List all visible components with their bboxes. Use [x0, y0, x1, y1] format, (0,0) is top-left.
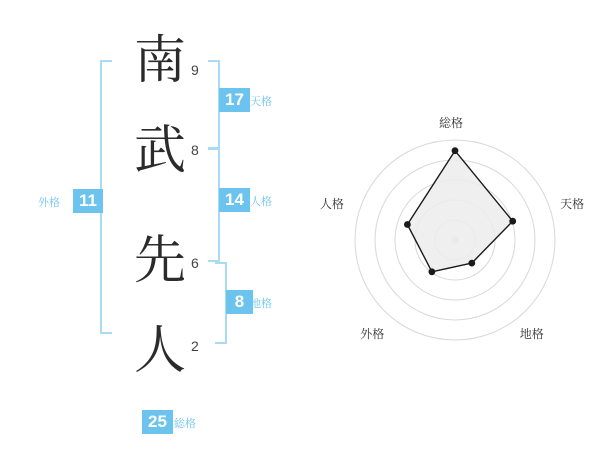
- stroke-count-3: 6: [191, 255, 199, 271]
- name-character-2: 武: [133, 121, 186, 181]
- soukaku-score-label: 総格: [174, 418, 196, 430]
- jinkaku-score-label: 人格: [250, 196, 272, 208]
- radar-axis-label-tenkaku: 天格: [560, 197, 585, 212]
- soukaku-score-badge: 25: [142, 410, 173, 434]
- name-character-4: 人: [133, 321, 186, 381]
- radar-chart: [310, 100, 600, 380]
- name-character-3: 先: [133, 231, 186, 291]
- radar-axis-label-jinkaku: 人格: [319, 197, 344, 212]
- radar-axis-label-chikaku: 地格: [519, 326, 544, 341]
- tenkaku-score-label: 天格: [250, 96, 272, 108]
- chikaku-score-label: 地格: [250, 298, 272, 310]
- chikaku-score-badge: 8: [226, 290, 253, 314]
- radar-chart-svg: [310, 100, 600, 380]
- jinkaku-score-badge: 14: [219, 188, 250, 212]
- radar-axis-label-soukaku: 総格: [439, 116, 464, 130]
- tenkaku-score-badge: 17: [219, 88, 250, 112]
- gaikaku-score-badge: 11: [73, 189, 103, 213]
- gaikaku-score-label: 外格: [38, 197, 60, 209]
- name-character-1: 南: [133, 31, 186, 91]
- radar-axis-label-gaikaku: 外格: [360, 326, 385, 341]
- stroke-count-1: 9: [191, 62, 199, 78]
- stroke-count-2: 8: [191, 142, 199, 158]
- stroke-count-4: 2: [191, 338, 199, 354]
